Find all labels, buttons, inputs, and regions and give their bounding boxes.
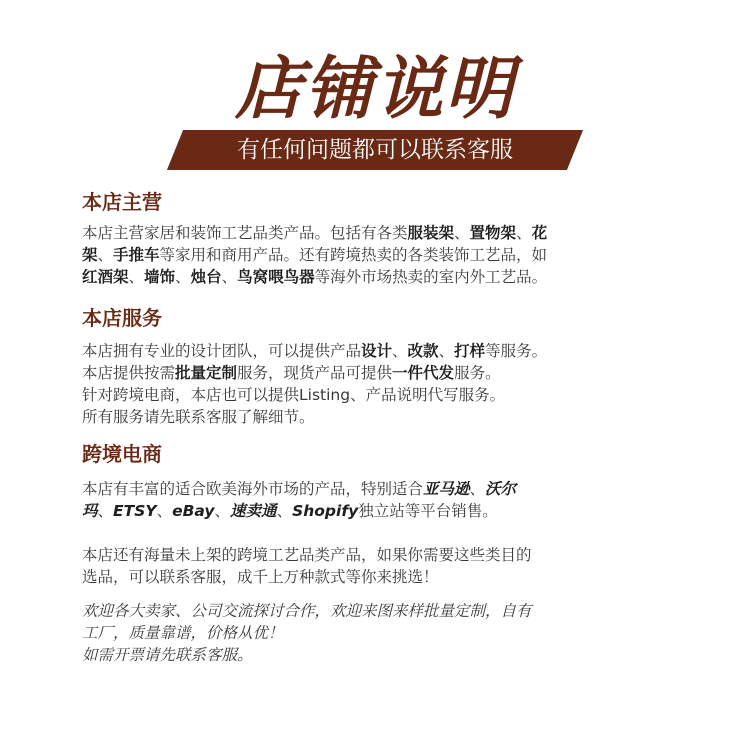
text-line: 本店主营家居和装饰工艺品类产品。包括有各类服装架、置物架、花 (82, 224, 548, 242)
section-heading-cross-border: 跨境电商 (82, 442, 162, 466)
text-line: 本店拥有专业的设计团队，可以提供产品设计、改款、打样等服务。 (82, 342, 548, 360)
closing-paragraph (82, 600, 694, 666)
text-line: 所有服务请先联系客服了解细节。 (82, 408, 315, 426)
text-line: 本店还有海量未上架的跨境工艺品类产品，如果你需要这些类目的 (82, 546, 532, 564)
text-line: 欢迎各大卖家、公司交流探讨合作，欢迎来图来样批量定制，自有 (82, 602, 532, 620)
text-line: 工厂，质量靠谱，价格从优！ (82, 624, 284, 642)
text-line: 玛、ETSY、eBay、速卖通、Shopify独立站等平台销售。 (82, 502, 498, 520)
section-heading-services: 本店服务 (82, 306, 162, 330)
text-line: 选品，可以联系客服，成千上万种款式等你来挑选！ (82, 568, 439, 586)
text-line: 本店有丰富的适合欧美海外市场的产品，特别适合亚马逊、沃尔 (82, 480, 517, 498)
page-title: 店铺说明 (234, 50, 515, 129)
banner-text: 有任何问题都可以联系客服 (237, 137, 513, 163)
text-line: 如需开票请先联系客服。 (82, 646, 253, 664)
unlisted-products-paragraph (82, 544, 694, 588)
text-line: 本店提供按需批量定制服务，现货产品可提供一件代发服务。 (82, 364, 501, 382)
text-line: 红酒架、墙饰、烛台、鸟窝喂鸟器等海外市场热卖的室内外工艺品。 (82, 268, 548, 286)
cross-border-paragraph (82, 478, 694, 522)
services-paragraph (82, 340, 694, 428)
section-heading-main-business: 本店主营 (82, 190, 162, 214)
main-business-paragraph (82, 222, 694, 288)
text-line: 架、手推车等家用和商用产品。还有跨境热卖的各类装饰工艺品，如 (82, 246, 548, 264)
text-line: 针对跨境电商，本店也可以提供Listing、产品说明代写服务。 (82, 386, 506, 404)
